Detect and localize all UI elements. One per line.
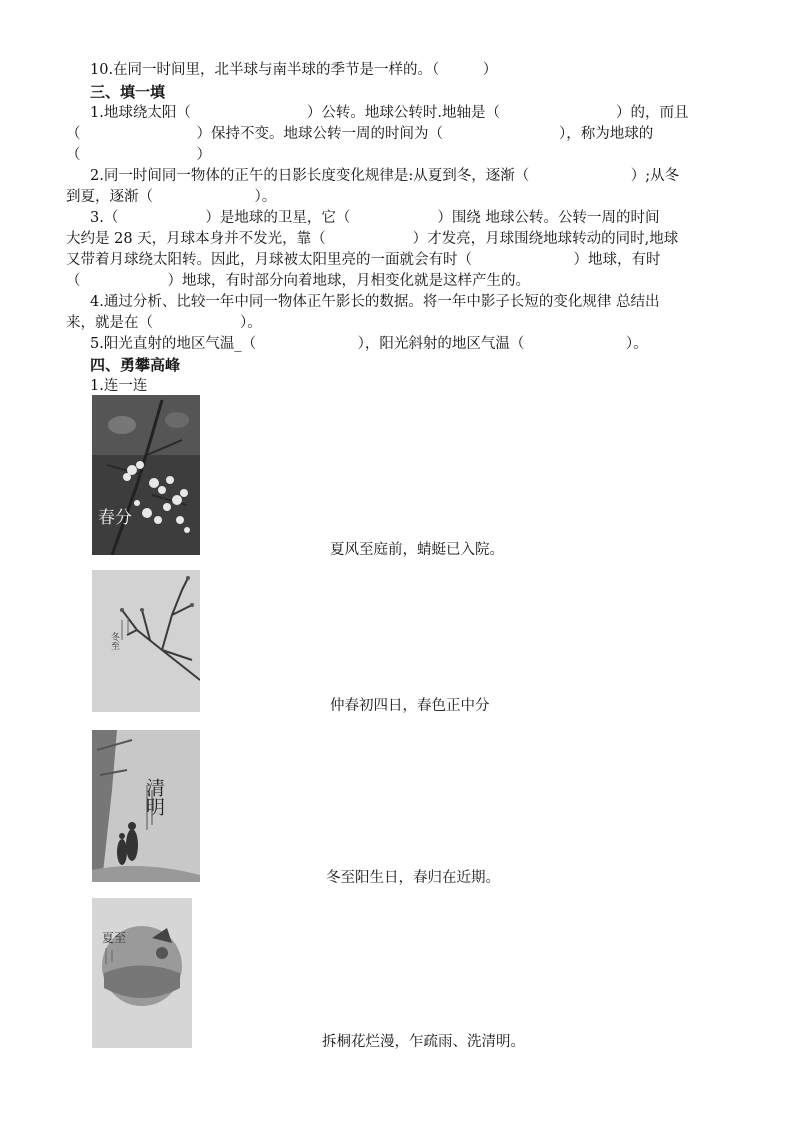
fill-3-line-a: 3.（ ）是地球的卫星，它（ ）围绕 地球公转。公转一周的时间 (90, 210, 660, 226)
picture-label: 春分 (98, 508, 132, 528)
fill-3-line-b: 大约是 28 天，月球本身并不发光，靠（ ）才发亮，月球围绕地球转动的同时,地球 (66, 231, 679, 247)
caption-4[interactable]: 拆桐花烂漫，乍疏雨、洗清明。 (322, 1034, 525, 1050)
question-10: 10.在同一时间里，北半球与南半球的季节是一样的。（ ） (90, 62, 498, 78)
caption-2[interactable]: 仲春初四日，春色正中分 (330, 698, 490, 714)
caption-3[interactable]: 冬至阳生日，春归在近期。 (326, 870, 500, 886)
picture-qingming[interactable] (92, 730, 200, 882)
fill-5: 5.阳光直射的地区气温_（ ），阳光斜射的地区气温（ ）。 (90, 336, 648, 352)
picture-label: 冬至 (109, 632, 119, 650)
picture-chunfen[interactable] (92, 395, 200, 555)
picture-label: 夏至 (102, 931, 127, 945)
flower-branch-image (92, 395, 200, 555)
bare-branch-image (92, 570, 200, 712)
fill-4-line-b: 来，就是在（ ）。 (66, 315, 262, 331)
fill-1-line-c: （ ） (66, 147, 211, 163)
figures-landscape-image (92, 730, 200, 882)
round-moon-image (92, 898, 192, 1048)
fill-1-line-b: （ ）保持不变。地球公转一周的时间为（ ），称为地球的 (66, 126, 654, 142)
section-3-heading: 三、填一填 (90, 83, 166, 101)
match-question: 1.连一连 (90, 378, 148, 394)
picture-label: 清明 (143, 778, 165, 816)
fill-4-line-a: 4.通过分析、比较一年中同一物体正午影长的数据。将一年中影子长短的变化规律 总结出 (90, 294, 660, 310)
fill-1-line-a: 1.地球绕太阳（ ）公转。地球公转时.地轴是（ ）的，而且 (90, 105, 689, 121)
picture-dongzhi[interactable] (92, 570, 200, 712)
fill-2-line-b: 到夏，逐渐（ ）。 (66, 189, 277, 205)
caption-1[interactable]: 夏风至庭前，蜻蜓已入院。 (330, 542, 504, 558)
fill-3-line-d: （ ）地球，有时部分向着地球，月相变化就是这样产生的。 (66, 273, 530, 289)
fill-3-line-c: 又带着月球绕太阳转。因此，月球被太阳里亮的一面就会有时（ ）地球，有时 (66, 252, 661, 268)
picture-xiazhi[interactable] (92, 898, 192, 1048)
fill-2-line-a: 2.同一时间同一物体的正午的日影长度变化规律是:从夏到冬，逐渐（ ）;从冬 (90, 168, 680, 184)
section-4-heading: 四、勇攀高峰 (90, 356, 181, 374)
